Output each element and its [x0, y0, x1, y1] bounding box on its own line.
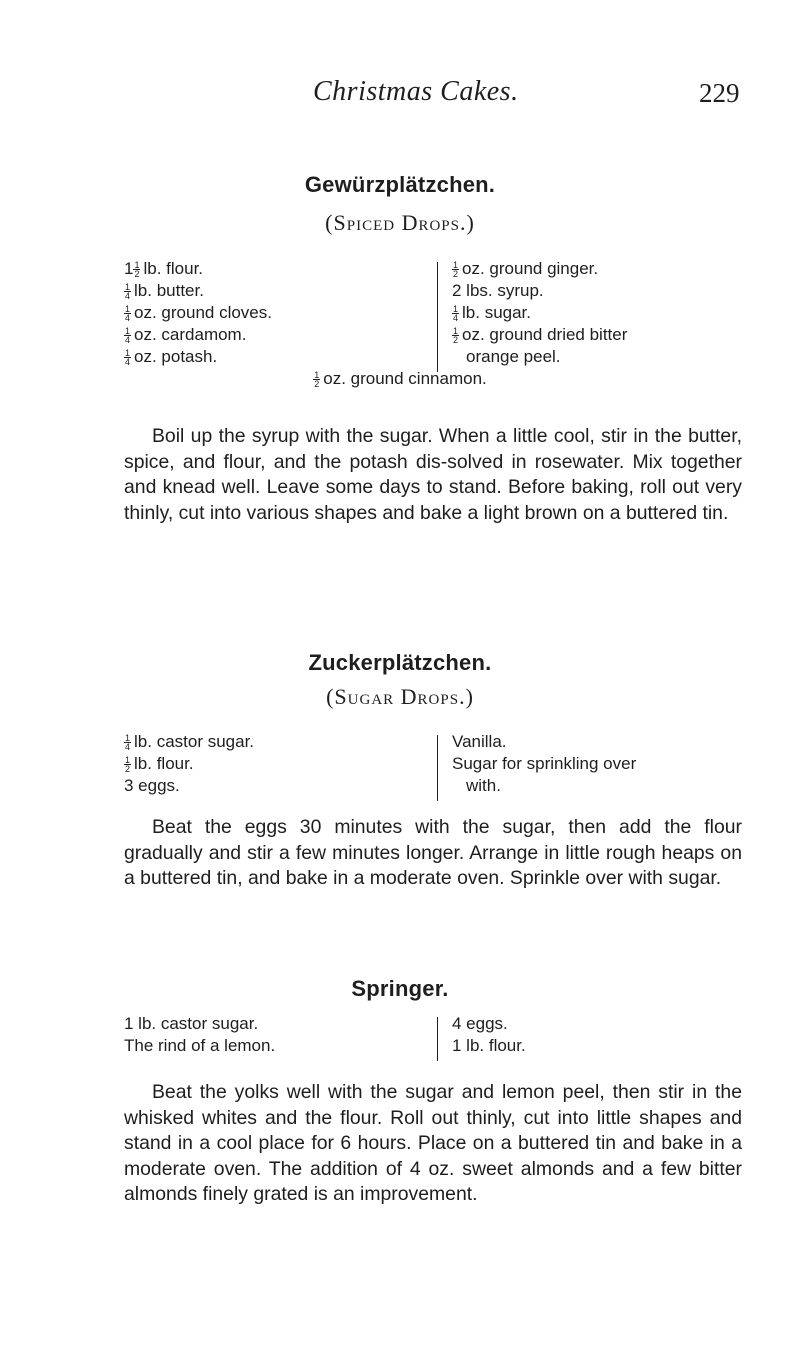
ingredient-line — [452, 1035, 526, 1057]
ingredient-line — [124, 258, 272, 280]
column-divider — [437, 735, 438, 801]
ingredient-line — [124, 1013, 275, 1035]
ingredient-line — [124, 1035, 275, 1057]
column-divider — [437, 1017, 438, 1061]
ingredient-line — [124, 731, 254, 753]
method-text: Boil up the syrup with the sugar. When a little cool, stir in the butter, spice, and flour, and the potash dis-solved in rosewater. Mix together and knead well. Leave some days to stand. Before baking, roll out very thinly, cut into various shapes and bake a light brown on a buttered tin. — [124, 425, 742, 524]
recipe-title-springer: Springer. — [351, 976, 449, 1001]
ingredient-text: 4 eggs. — [452, 1014, 508, 1033]
ingredients-left-springer — [124, 1013, 275, 1057]
ingredient-line — [124, 753, 254, 775]
method-text: Beat the yolks well with the sugar and lemon peel, then stir in the whisked whites and the flour. Roll out thinly, cut into little shapes and stand in a cool place for 6 hours. Place on a buttered tin and bake in a moderate oven. The addition of 4 oz. sweet almonds and a few bitter almonds finely grated is an improvement. — [124, 1081, 742, 1206]
ingredient-text: oz. ground cloves. — [134, 303, 272, 322]
running-title: Christmas Cakes. — [313, 76, 519, 107]
ingredient-line — [124, 302, 272, 324]
ingredient-line — [452, 324, 627, 346]
ingredient-text: Sugar for sprinkling over — [452, 754, 637, 773]
ingredient-line — [124, 775, 254, 797]
fraction: $\frac{1}{2}$ — [314, 370, 320, 390]
ingredient-line — [452, 280, 627, 302]
recipe-title-spiced-drops: Gewürzplätzchen. — [304, 172, 496, 197]
ingredient-text: with. — [466, 776, 501, 795]
ingredient-text: oz. cardamom. — [134, 325, 247, 344]
ingredient-line — [452, 753, 636, 775]
ingredient-text: lb. flour. — [143, 259, 204, 278]
ingredients-left-sugar-drops — [124, 731, 254, 797]
ingredient-text: The rind of a lemon. — [124, 1036, 276, 1055]
running-header — [0, 76, 800, 116]
ingredient-text: lb. sugar. — [462, 303, 532, 322]
ingredient-line — [452, 775, 636, 797]
ingredient-text: lb. butter. — [134, 281, 204, 300]
ingredient-text: oz. ground ginger. — [462, 259, 599, 278]
fraction: $\frac{1}{2}$ — [453, 326, 459, 346]
ingredient-line — [452, 302, 627, 324]
recipe-subtitle-spiced-drops: (Spiced Drops.) — [325, 210, 475, 235]
ingredient-text: lb. flour. — [134, 754, 194, 773]
method-paragraph-spiced-drops — [124, 424, 742, 526]
ingredient-text: oz. ground cinnamon. — [323, 369, 487, 388]
ingredient-line — [452, 346, 627, 368]
ingredient-line — [124, 324, 272, 346]
ingredient-text: 1 lb. flour. — [452, 1036, 526, 1055]
ingredient-text: lb. castor sugar. — [134, 732, 255, 751]
ingredients-right-springer — [452, 1013, 526, 1057]
ingredient-text: Vanilla. — [452, 732, 507, 751]
ingredients-right-spiced-drops — [452, 258, 627, 368]
ingredient-text: 1 lb. castor sugar. — [124, 1014, 259, 1033]
method-paragraph-sugar-drops — [124, 815, 742, 892]
fraction: $\frac{1}{4}$ — [125, 326, 131, 346]
column-divider — [437, 262, 438, 372]
ingredient-line — [124, 280, 272, 302]
ingredient-line — [452, 1013, 526, 1035]
ingredients-left-spiced-drops — [124, 258, 272, 368]
ingredient-text: 2 lbs. syrup. — [452, 281, 544, 300]
fraction: $\frac{1}{4}$ — [125, 304, 131, 324]
ingredient-line — [452, 258, 627, 280]
fraction: $\frac{1}{4}$ — [125, 348, 131, 368]
fraction: $\frac{1}{4}$ — [125, 282, 131, 302]
whole-number: 1 — [124, 259, 134, 278]
ingredient-text: oz. potash. — [134, 347, 218, 366]
fraction: $\frac{1}{2}$ — [134, 260, 140, 280]
ingredient-text: oz. ground dried bitter — [462, 325, 628, 344]
ingredients-right-sugar-drops — [452, 731, 636, 797]
ingredient-line — [452, 731, 636, 753]
ingredient-centered-cinnamon — [0, 368, 800, 390]
recipe-title-sugar-drops: Zuckerplätzchen. — [308, 650, 492, 675]
fraction: $\frac{1}{4}$ — [125, 733, 131, 753]
fraction: $\frac{1}{2}$ — [453, 260, 459, 280]
method-paragraph-springer — [124, 1080, 742, 1208]
fraction: $\frac{1}{2}$ — [125, 755, 131, 775]
fraction: $\frac{1}{4}$ — [453, 304, 459, 324]
method-text: Beat the eggs 30 minutes with the sugar, then add the flour gradually and stir a few minutes longer. Arrange in little rough heaps on a buttered tin, and bake in a moderate oven. Sprinkle over with sugar. — [124, 816, 742, 890]
ingredient-text: 3 eggs. — [124, 776, 180, 795]
recipe-subtitle-sugar-drops: (Sugar Drops.) — [326, 684, 474, 709]
ingredient-line — [124, 346, 272, 368]
page-number: 229 — [699, 78, 740, 108]
ingredient-text: orange peel. — [466, 347, 561, 366]
